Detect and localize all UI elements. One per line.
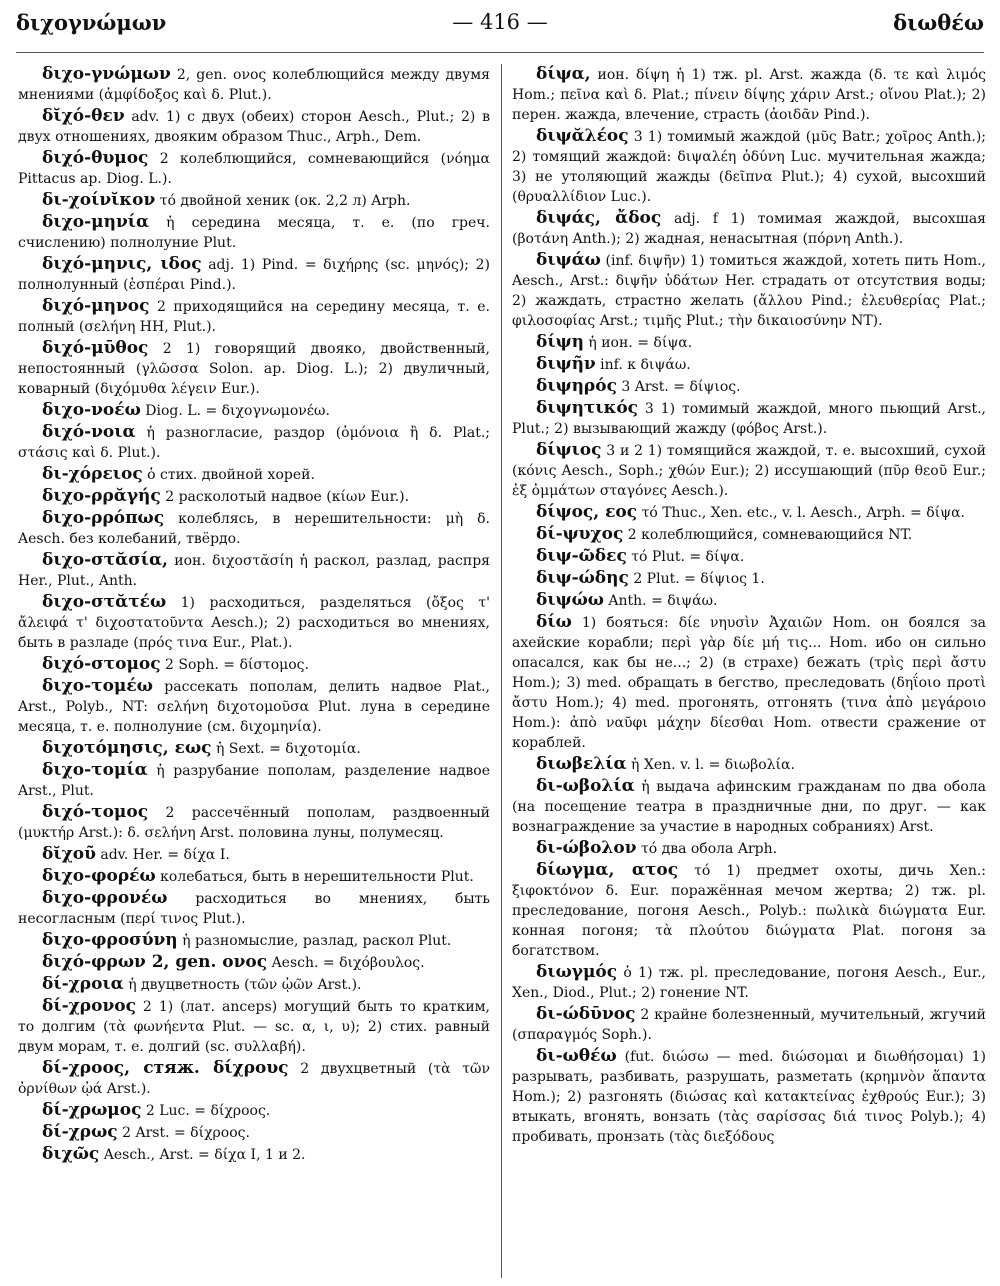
page-header bbox=[16, 10, 984, 44]
entry-definition: 2 Luc. = δίχροος. bbox=[141, 1103, 271, 1119]
dictionary-entry bbox=[18, 844, 490, 865]
entry-definition: Aesch., Arst. = δίχα I, 1 и 2. bbox=[99, 1147, 306, 1163]
column-divider bbox=[501, 64, 502, 1278]
entry-headword: διψητικός bbox=[536, 398, 639, 418]
dictionary-entry bbox=[512, 776, 986, 837]
dictionary-entry bbox=[512, 376, 986, 397]
entry-definition: τό Thuc., Xen. etc., v. l. Aesch., Arph. = δίψα. bbox=[637, 505, 966, 521]
entry-headword: δίψιος bbox=[536, 440, 602, 460]
dictionary-entry bbox=[512, 502, 986, 523]
entry-headword: διψάω bbox=[536, 250, 601, 270]
entry-definition: adv. 1) с двух (обеих) сторон Aesch., Plut.; 2) в двух отношениях, двояким образом Thuc., Arph., Dem. bbox=[18, 109, 490, 145]
entry-definition: ἡ выдача афинским гражданам по два обола (на посещение театра в праздничные дни, по друг. — как вознаграждение за участие в народных собраниях) Arst. bbox=[512, 779, 986, 835]
dictionary-entry bbox=[18, 866, 490, 887]
entry-definition: τό двойной хеник (ок. 2,2 л) Arph. bbox=[155, 193, 411, 209]
entry-headword: διχό-στομος bbox=[42, 654, 161, 674]
entry-definition: ἡ разномыслие, разлад, раскол Plut. bbox=[177, 933, 452, 949]
dictionary-entry bbox=[512, 354, 986, 375]
entry-definition: τό два обола Arph. bbox=[636, 841, 778, 857]
entry-headword: διχο-στᾰτέω bbox=[42, 592, 167, 612]
dictionary-entry bbox=[18, 1058, 490, 1099]
entry-definition: ион. δίψη ἡ 1) тж. pl. Arst. жажда (δ. τε καὶ λιμός Hom.; πεῖνα καὶ δ. Plat.; πίνειν δίψης χάριν Arst.; οἴνου Plat.); 2) перен. жажда, влечение, страсть (ἀοιδᾶν Pind.). bbox=[512, 67, 986, 123]
entry-headword: δί-χρωμος bbox=[42, 1100, 142, 1120]
dictionary-entry bbox=[18, 888, 490, 929]
dictionary-entry bbox=[18, 760, 490, 801]
entry-headword: διψῆν bbox=[536, 354, 596, 374]
entry-definition: ἡ середина месяца, т. е. (по греч. счислению) полнолуние Plut. bbox=[18, 215, 490, 251]
entry-headword: δί-ψυχος bbox=[536, 524, 624, 544]
entry-definition: adv. Her. = δίχα I. bbox=[95, 847, 230, 863]
entry-definition: ἡ разрубание пополам, разделение надвое Arst., Plut. bbox=[18, 763, 490, 799]
dictionary-entry bbox=[512, 546, 986, 567]
dictionary-entry bbox=[18, 676, 490, 737]
entry-definition: Anth. = διψάω. bbox=[603, 593, 718, 609]
entry-headword: διψ-ώδης bbox=[536, 568, 629, 588]
entry-headword: διχο-στᾰσία, bbox=[42, 550, 168, 570]
dictionary-entry bbox=[18, 64, 490, 105]
page-number: — 416 — bbox=[452, 10, 548, 34]
entry-definition: τό 1) предмет охоты, дичь Xen.: ξιφοκτόνον δ. Eur. поражённая мечом жертва; 2) тж. pl. преследование, погоня Aesch., Polyb.: πωλικὰ διώγματα Eur. конная погоня; τὰ πλούτου διώγματα Plat. погоня за богатством. bbox=[512, 863, 986, 959]
entry-definition: 2 Arst. = δίχροος. bbox=[117, 1125, 250, 1141]
entry-headword: διχό-μηνος bbox=[42, 296, 150, 316]
entry-headword: διχό-τομος bbox=[42, 802, 149, 822]
entry-headword: διχο-μηνία bbox=[42, 212, 150, 232]
dictionary-entry bbox=[18, 212, 490, 253]
entry-definition: 1) расходиться, разделяться (ὄξος τ' ἄλειφά τ' διχοστατοῦντα Aesch.); 2) расходиться во мнениях, быть в разладе (πρός τινα Eur., Plat.). bbox=[18, 595, 490, 651]
dictionary-entry bbox=[512, 838, 986, 859]
entry-headword: διχῶς bbox=[42, 1144, 100, 1164]
dictionary-entry bbox=[512, 64, 986, 125]
dictionary-entry bbox=[512, 126, 986, 207]
dictionary-entry bbox=[512, 962, 986, 1003]
entry-definition: 3 1) томимый жаждой, много пьющий Arst., Plut.; 2) вызывающий жажду (φόβος Arst.). bbox=[512, 401, 986, 437]
entry-definition: ἡ двуцветность (τῶν ᾠῶν Arst.). bbox=[123, 977, 362, 993]
dictionary-entry bbox=[512, 208, 986, 249]
entry-headword: δί-χροος, стяж. δίχρους bbox=[42, 1058, 289, 1078]
dictionary-entry bbox=[18, 106, 490, 147]
dictionary-entry bbox=[18, 738, 490, 759]
dictionary-entry bbox=[18, 592, 490, 653]
dictionary-entry bbox=[512, 612, 986, 753]
dictionary-entry bbox=[18, 654, 490, 675]
dictionary-entry bbox=[18, 464, 490, 485]
dictionary-entry bbox=[512, 332, 986, 353]
dictionary-entry bbox=[18, 1144, 490, 1165]
entry-definition: (fut. διώσω — med. διώσομαι и διωθήσομαι) 1) разрывать, разбивать, разрушать, разметать (κρημνὸν ἅπαντα Hom.); 2) разгонять (διώσας καὶ κατακτείνας ἐχθρούς Eur.); 3) втыкать, вгонять, вонзать (τὰς σαρίσσας διά τινος Polyb.); 4) пробивать, пронзать (τὰς διεξόδους bbox=[512, 1049, 986, 1145]
dictionary-entry bbox=[18, 802, 490, 843]
dictionary-entry bbox=[512, 1046, 986, 1147]
dictionary-entry bbox=[18, 1100, 490, 1121]
entry-definition: (inf. διψῆν) 1) томиться жаждой, хотеть пить Hom., Aesch., Arst.: διψῆν ὑδάτων Her. страдать от отсутствия воды; 2) жаждать, страстно желать (ἄλλου Pind.; ἐλευθερίας Plat.; φιλοσοφίας Arst.; τιμῆς Plut.; τὴν δικαιοσύνην NT). bbox=[512, 253, 986, 329]
entry-headword: διχο-γνώμων bbox=[42, 64, 171, 84]
dictionary-entry bbox=[18, 550, 490, 591]
entry-headword: δι-ώβολον bbox=[536, 838, 637, 858]
entry-headword: δίω bbox=[536, 612, 572, 632]
dictionary-entry bbox=[512, 1004, 986, 1045]
entry-definition: 3 и 2 1) томящийся жаждой, т. е. высохший, сухой (κόνις Aesch., Soph.; χθών Eur.); 2) иссушающий (πῦρ θεοῦ Eur.; ἐξ ὀμμάτων σταγόνες Aesch.). bbox=[512, 443, 986, 499]
entry-headword: διχο-νοέω bbox=[42, 400, 141, 420]
entry-headword: διψᾰλέος bbox=[536, 126, 629, 146]
entry-definition: 2 расколотый надвое (κίων Eur.). bbox=[160, 489, 410, 505]
header-rule bbox=[16, 52, 984, 53]
dictionary-entry bbox=[512, 440, 986, 501]
entry-definition: adj. f 1) томимая жаждой, высохшая (βοτάνη Anth.); 2) жадная, ненасытная (πόρνη Anth.). bbox=[512, 211, 986, 247]
entry-headword: διχό-νοια bbox=[42, 422, 136, 442]
entry-definition: колеблясь, в нерешительности: μὴ δ. Aesch. без колебаний, твёрдо. bbox=[18, 511, 490, 547]
dictionary-entry bbox=[18, 338, 490, 399]
dictionary-entry bbox=[18, 952, 490, 973]
entry-definition: 2 колеблющийся, сомневающийся (νόημα Pittacus ap. Diog. L.). bbox=[18, 151, 490, 187]
entry-definition: inf. к διψάω. bbox=[595, 357, 691, 373]
entry-definition: Aesch. = διχόβουλος. bbox=[267, 955, 425, 971]
dictionary-entry bbox=[18, 508, 490, 549]
entry-headword: δίψος, εος bbox=[536, 502, 638, 522]
entry-headword: δί-χροια bbox=[42, 974, 124, 994]
entry-definition: 2, gen. ονος колеблющийся между двумя мнениями (ἀμφίδοξος καὶ δ. Plut.). bbox=[18, 67, 490, 103]
entry-headword: διψ-ῶδες bbox=[536, 546, 627, 566]
entry-definition: 2 1) говорящий двояко, двойственный, непостоянный (γλῶσσα Solon. ap. Diog. L.); 2) двуличный, коварный (διχόμυθα λέγειν Eur.). bbox=[18, 341, 490, 397]
left-column bbox=[18, 64, 490, 1276]
entry-definition: ἡ Xen. v. l. = διωβολία. bbox=[626, 757, 795, 773]
entry-definition: 2 рассечённый пополам, раздвоенный (μυκτήρ Arst.): δ. σελήνη Arst. половина луны, полумесяц. bbox=[18, 805, 490, 841]
entry-headword: δι-χόρειος bbox=[42, 464, 143, 484]
entry-headword: διχό-μηνις, ιδος bbox=[42, 254, 202, 274]
dictionary-entry bbox=[18, 148, 490, 189]
header-last-word: διωθέω bbox=[893, 10, 984, 35]
entry-headword: διωβελία bbox=[536, 754, 627, 774]
entry-headword: διχοτόμησις, εως bbox=[42, 738, 212, 758]
entry-definition: 2 колеблющийся, сомневающийся NT. bbox=[623, 527, 913, 543]
entry-definition: 3 Arst. = δίψιος. bbox=[616, 379, 741, 395]
entry-definition: 2 1) (лат. anceps) могущий быть то кратким, то долгим (τὰ φωνήεντα Plut. — sc. α, ι, υ); 2) стих. равный двум морам, т. е. долгий (sc. συλλαβή). bbox=[18, 999, 490, 1055]
header-first-word: διχογνώμων bbox=[16, 10, 167, 35]
dictionary-entry bbox=[18, 254, 490, 295]
dictionary-entry bbox=[512, 398, 986, 439]
entry-definition: 2 Plut. = δίψιος 1. bbox=[628, 571, 765, 587]
entry-headword: δίψα, bbox=[536, 64, 591, 84]
entry-definition: ион. διχοστᾰσίη ἡ раскол, разлад, распря Her., Plut., Anth. bbox=[18, 553, 490, 589]
dictionary-entry bbox=[512, 524, 986, 545]
dictionary-entry bbox=[512, 754, 986, 775]
entry-definition: Diog. L. = διχογνωμονέω. bbox=[140, 403, 330, 419]
dictionary-entry bbox=[512, 860, 986, 961]
entry-definition: τό Plut. = δίψα. bbox=[626, 549, 745, 565]
entry-headword: διχο-ρρόπως bbox=[42, 508, 165, 528]
entry-headword: διχο-ρρᾰγής bbox=[42, 486, 161, 506]
entry-definition: 2 крайне болезненный, мучительный, жгучий (σπαραγμός Soph.). bbox=[512, 1007, 986, 1043]
entry-definition: ἡ разногласие, раздор (ὁμόνοια ἢ δ. Plat.; στάσις καὶ δ. Plut.). bbox=[18, 425, 490, 461]
dictionary-entry bbox=[18, 400, 490, 421]
entry-headword: δί-χρονος bbox=[42, 996, 136, 1016]
entry-definition: 3 1) томимый жаждой (μῦς Batr.; χοῖρος Anth.); 2) томящий жаждой: διψαλέη ὀδύνη Luc. мучительная жажда; 3) не утоляющий жажды (δεῖπνα Plut.); 4) сухой, высохший (θρυαλλίδιον Luc.). bbox=[512, 129, 986, 205]
entry-headword: δι-χοίνῐκον bbox=[42, 190, 156, 210]
dictionary-entry bbox=[18, 974, 490, 995]
dictionary-entry bbox=[18, 296, 490, 337]
entry-headword: διχο-τομέω bbox=[42, 676, 153, 696]
entry-definition: ὁ стих. двойной хорей. bbox=[142, 467, 315, 483]
entry-headword: δί-χρως bbox=[42, 1122, 118, 1142]
entry-headword: δίψη bbox=[536, 332, 584, 352]
dictionary-entry bbox=[512, 250, 986, 331]
entry-headword: δι-ωθέω bbox=[536, 1046, 617, 1066]
entry-headword: δῐχοῦ bbox=[42, 844, 96, 864]
entry-headword: διψηρός bbox=[536, 376, 617, 396]
entry-definition: 2 двухцветный (τὰ τῶν ὀρνίθων ᾠά Arst.). bbox=[18, 1061, 490, 1097]
entry-definition: расходиться во мнениях, быть несогласным (περί τινος Plut.). bbox=[18, 891, 490, 927]
entry-definition: колебаться, быть в нерешительности Plut. bbox=[155, 869, 474, 885]
entry-headword: διχο-φορέω bbox=[42, 866, 156, 886]
entry-definition: 1) бояться: δίε νηυσὶν Ἀχαιῶν Hom. он боялся за ахейские корабли; περὶ γὰρ δίε μή τις... Hom. ибо он сильно опасался, как бы не...; 2) (в страхе) бежать (τρὶς περὶ ἄστυ Hom.); 3) med. обращать в бегство, преследовать (δηΐοιο προτὶ ἄστυ Hom.); 4) med. прогонять, отгонять (τινα ἀπὸ μεγάροιο Hom.): ἀπὸ ναῦφι μάχην δίεσθαι Hom. отвести сражение от кораблей. bbox=[512, 615, 986, 751]
entry-headword: διψώω bbox=[536, 590, 604, 610]
dictionary-entry bbox=[18, 930, 490, 951]
entry-definition: 2 приходящийся на середину месяца, т. е. полный (σελήνη HH, Plut.). bbox=[18, 299, 490, 335]
entry-headword: διχό-θυμος bbox=[42, 148, 149, 168]
entry-headword: διχό-μῡθος bbox=[42, 338, 149, 358]
entry-definition: ἡ ион. = δίψα. bbox=[583, 335, 693, 351]
entry-headword: δι-ωβολία bbox=[536, 776, 635, 796]
dictionary-entry bbox=[18, 486, 490, 507]
dictionary-entry bbox=[512, 568, 986, 589]
entry-headword: διωγμός bbox=[536, 962, 618, 982]
dictionary-entry bbox=[18, 190, 490, 211]
entry-definition: рассекать пополам, делить надвое Plat., Arst., Polyb., NT: σελήνη διχοτομοῦσα Plut. луна в середине месяца, т. е. полнолуние (см. διχομηνία). bbox=[18, 679, 490, 735]
dictionary-entry bbox=[512, 590, 986, 611]
dictionary-entry bbox=[18, 422, 490, 463]
entry-headword: διχο-φροσύνη bbox=[42, 930, 178, 950]
entry-definition: 2 Soph. = δίστομος. bbox=[160, 657, 309, 673]
dictionary-entry bbox=[18, 996, 490, 1057]
entry-headword: διψάς, ἄδος bbox=[536, 208, 662, 228]
entry-headword: δίωγμα, ατος bbox=[536, 860, 679, 880]
entry-headword: διχο-φρονέω bbox=[42, 888, 168, 908]
entry-headword: δῐχό-θεν bbox=[42, 106, 125, 126]
entry-headword: διχό-φρων 2, gen. ονος bbox=[42, 952, 268, 972]
entry-definition: adj. 1) Pind. = διχήρης (sc. μηνός); 2) полнолунный (ἑσπέραι Pind.). bbox=[18, 257, 490, 293]
dictionary-entry bbox=[18, 1122, 490, 1143]
entry-headword: δι-ώδῡνος bbox=[536, 1004, 636, 1024]
entry-definition: ὁ 1) тж. pl. преследование, погоня Aesch., Eur., Xen., Diod., Plut.; 2) гонение NT. bbox=[512, 965, 986, 1001]
entry-headword: διχο-τομία bbox=[42, 760, 148, 780]
right-column bbox=[512, 64, 986, 1276]
entry-definition: ἡ Sext. = διχοτομία. bbox=[211, 741, 361, 757]
